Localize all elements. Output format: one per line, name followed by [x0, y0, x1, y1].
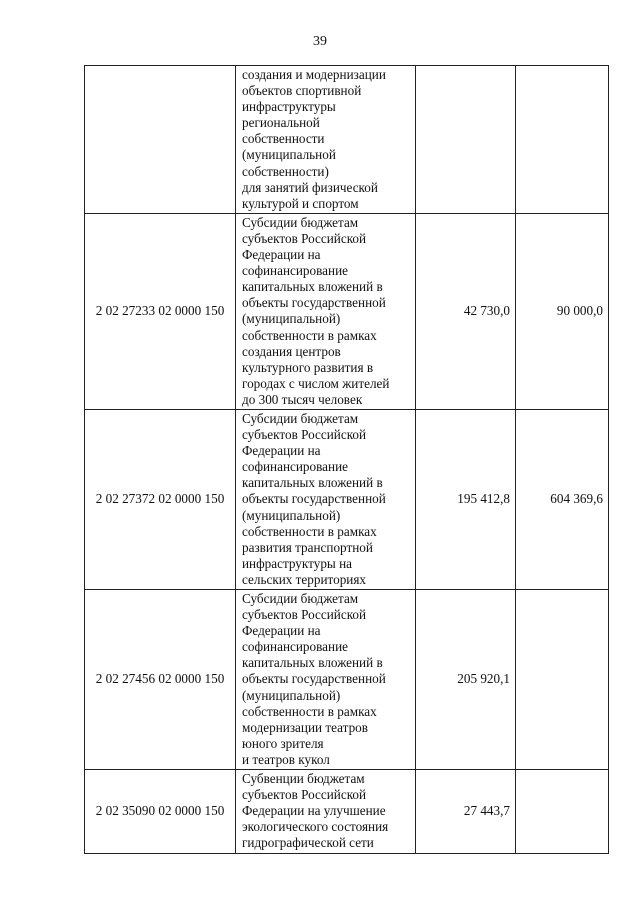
row-name-line: субъектов Российской: [242, 230, 367, 246]
row-name-line: софинансирование: [242, 263, 348, 279]
row-name-line: объекты государственной: [242, 491, 386, 507]
row-name-line: Субвенции бюджетам: [242, 771, 365, 787]
row-value-2-cell: [516, 770, 609, 853]
table-row: [85, 409, 609, 589]
row-name-line: Субсидии бюджетам: [242, 591, 359, 606]
row-name-line: софинансирование: [242, 459, 348, 475]
row-name-line: Федерации на: [242, 443, 321, 459]
row-code-cell: 2 02 27372 02 0000 150: [85, 409, 236, 589]
row-name-line: для занятий физической: [242, 179, 378, 195]
row-name-line: объекты государственной: [242, 295, 386, 311]
row-name-line: капитальных вложений в: [242, 475, 383, 491]
row-value-2-cell: [516, 66, 609, 214]
row-name-cell: [236, 66, 416, 214]
row-name-line: Федерации на улучшение: [242, 803, 386, 819]
page-number: 39: [313, 34, 327, 49]
row-name-line: создания и модернизации: [242, 67, 386, 82]
row-code-cell: 2 02 35090 02 0000 150: [85, 770, 236, 853]
row-value-2-cell: 604 369,6: [516, 409, 609, 589]
row-name-line: экологического состояния: [242, 819, 389, 835]
row-name-cell: [236, 213, 416, 409]
row-name-line: юного зрителя: [242, 735, 324, 751]
row-name-line: инфраструктуры: [242, 99, 336, 115]
row-value-2-cell: [516, 590, 609, 770]
row-value-2-cell: 90 000,0: [516, 213, 609, 409]
row-name-line: развития транспортной: [242, 539, 373, 555]
row-name-line: объекты государственной: [242, 671, 386, 687]
row-name-line: собственности: [242, 131, 325, 147]
row-code-cell: 2 02 27456 02 0000 150: [85, 590, 236, 770]
row-name-line: и театров кукол: [242, 751, 330, 767]
row-name-line: софинансирование: [242, 639, 348, 655]
row-name-line: субъектов Российской: [242, 607, 367, 623]
row-name-line: гидрографической сети: [242, 835, 374, 851]
row-name-line: Субсидии бюджетам: [242, 410, 359, 426]
row-name-cell: [236, 590, 416, 770]
row-name-line: Федерации на: [242, 623, 321, 639]
row-value-1-cell: 205 920,1: [416, 590, 516, 770]
row-name-cell: [236, 770, 416, 853]
row-name-line: создания центров: [242, 343, 341, 359]
row-name-line: собственности в рамках: [242, 703, 377, 719]
row-name-line: субъектов Российской: [242, 787, 367, 803]
row-name-line: региональной: [242, 115, 320, 131]
row-code-cell: 2 02 27233 02 0000 150: [85, 213, 236, 409]
row-name-line: (муниципальной): [242, 311, 341, 327]
row-name-line: культурного развития в: [242, 359, 374, 375]
table-row: [85, 66, 609, 214]
row-name-line: субъектов Российской: [242, 427, 367, 443]
row-name-line: до 300 тысяч человек: [242, 391, 363, 407]
row-name-line: сельских территориях: [242, 571, 367, 587]
budget-table: [84, 65, 609, 854]
row-name-cell: [236, 409, 416, 589]
table-row: [85, 770, 609, 853]
row-name-line: (муниципальной: [242, 147, 336, 163]
table-row: [85, 213, 609, 409]
row-name-line: (муниципальной): [242, 687, 341, 703]
row-name-line: инфраструктуры на: [242, 555, 352, 571]
row-name-line: собственности): [242, 163, 329, 179]
row-name-line: Субсидии бюджетам: [242, 214, 359, 230]
row-value-1-cell: 27 443,7: [416, 770, 516, 853]
row-value-1-cell: 195 412,8: [416, 409, 516, 589]
row-name-line: объектов спортивной: [242, 83, 362, 99]
row-name-line: капитальных вложений в: [242, 279, 383, 295]
row-name-line: собственности в рамках: [242, 523, 377, 539]
table-body: [85, 66, 609, 854]
row-name-line: капитальных вложений в: [242, 655, 383, 671]
row-name-line: Федерации на: [242, 247, 321, 263]
row-name-line: модернизации театров: [242, 719, 368, 735]
table-row: [85, 590, 609, 770]
row-code-cell: [85, 66, 236, 214]
row-name-line: (муниципальной): [242, 507, 341, 523]
row-value-1-cell: [416, 66, 516, 214]
row-name-line: городах с числом жителей: [242, 375, 390, 391]
row-value-1-cell: 42 730,0: [416, 213, 516, 409]
row-name-line: собственности в рамках: [242, 327, 377, 343]
row-name-line: культурой и спортом: [242, 195, 359, 211]
